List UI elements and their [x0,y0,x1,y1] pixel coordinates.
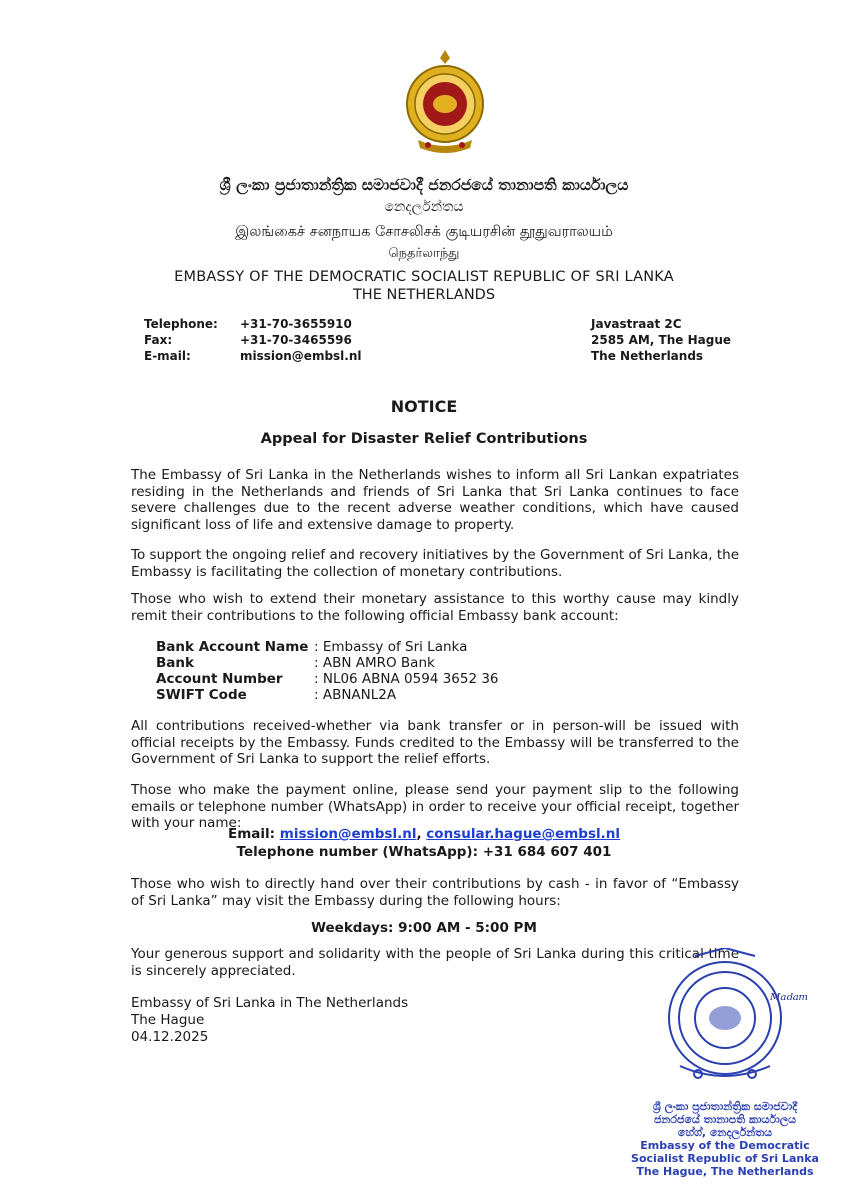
paragraph-support: To support the ongoing relief and recovery initiatives by the Government of Sri Lanka, the Embassy is facilitating the collection of monetary contributions. [131,547,739,580]
address-line-2: 2585 AM, The Hague [591,333,731,347]
address-line-3: The Netherlands [591,349,704,363]
appeal-title: Appeal for Disaster Relief Contributions [260,431,588,447]
paragraph-appreciation: Your generous support and solidarity with the people of Sri Lanka during this critical time is sincerely appreciated. [131,946,739,979]
notice-title: NOTICE [390,397,458,416]
contact-labels [144,316,218,364]
office-hours: Weekdays: 9:00 AM - 5:00 PM [311,920,537,936]
bank-account-name-value: : Embassy of Sri Lanka [314,639,468,655]
paragraph-online-payment: Those who make the payment online, please send your payment slip to the following emails or telephone number (WhatsApp) in order to receive your official receipt, together with your name: [131,782,739,831]
swift-code-label: SWIFT Code [156,687,247,703]
email-value[interactable]: mission@embsl.nl [240,349,362,363]
signoff-city: The Hague [131,1012,205,1028]
telephone-label: Telephone: [144,317,218,331]
sri-lanka-emblem-icon [398,48,493,160]
header-sinhala-subtitle: නෙදර්ලන්තය [384,199,464,215]
address-line-1: Javastraat 2C [591,317,682,331]
signature: ᴹᵃᵈᵃᵐ [770,990,809,1009]
stamp-line-6: The Hague, The Netherlands [636,1165,814,1178]
header-english-title: EMBASSY OF THE DEMOCRATIC SOCIALIST REPUBLIC OF SRI LANKA [174,269,674,285]
bank-name-label: Bank [156,655,194,671]
paragraph-receipts: All contributions received-whether via bank transfer or in person-will be issued with official receipts by the Embassy. Funds credited to the Embassy will be transferred to the Government of Sri Lanka to support the relief efforts. [131,718,739,767]
account-number-value: : NL06 ABNA 0594 3652 36 [314,671,499,687]
email-label: E-mail: [144,349,191,363]
swift-code-value: : ABNANL2A [314,687,397,703]
contact-values [240,316,362,364]
header-english-subtitle: THE NETHERLANDS [352,287,496,303]
stamp-line-1: ශ්‍රී ලංකා ප්‍රජාතාන්ත්‍රික සමාජවාදී [652,1100,798,1113]
paragraph-remit: Those who wish to extend their monetary assistance to this worthy cause may kindly remit their contributions to the following official Embassy bank account: [131,591,739,624]
consular-email-link[interactable]: consular.hague@embsl.nl [426,826,620,842]
stamp-line-3: හේග්, නෙදර්ලන්තය [677,1126,773,1139]
account-number-label: Account Number [156,671,283,687]
fax-value: +31-70-3465596 [240,333,352,347]
whatsapp-line: Telephone number (WhatsApp): +31 684 607 401 [236,844,612,860]
paragraph-cash: Those who wish to directly hand over their contributions by cash - in favor of “Embassy of Sri Lanka” may visit the Embassy during the following hours: [131,876,739,909]
fax-label: Fax: [144,333,173,347]
signoff-embassy: Embassy of Sri Lanka in The Netherlands [131,995,409,1011]
email-line [0,826,848,842]
stamp-line-5: Socialist Republic of Sri Lanka [631,1152,819,1165]
mission-email-link[interactable]: mission@embsl.nl [279,826,417,842]
signoff-date: 04.12.2025 [131,1029,209,1045]
header-tamil-title: இலங்கைச் சனநாயக சோசலிசக் குடியரசின் தூதுவராலயம் [235,224,613,240]
stamp-line-2: ජනරජයේ තානාපති කාර්යාලය [653,1113,797,1126]
stamp-line-4: Embassy of the Democratic [640,1139,810,1152]
bank-account-name-label: Bank Account Name [156,639,309,655]
email-separator: , [416,826,427,842]
signoff-block [131,995,408,1046]
telephone-value: +31-70-3655910 [240,317,352,331]
header-tamil-subtitle: நெதர்லாந்து [388,246,460,261]
email-line-label: Email: [227,826,280,842]
address-block [591,316,731,364]
official-stamp-icon [640,948,825,1088]
header-sinhala-title: ශ්‍රී ලංකා ප්‍රජාතාන්ත්‍රික සමාජවාදී ජනරජයේ තානාපති කාර්යාලය [219,176,629,194]
bank-name-value: : ABN AMRO Bank [314,655,435,671]
paragraph-intro: The Embassy of Sri Lanka in the Netherlands wishes to inform all Sri Lankan expatriates residing in the Netherlands and friends of Sri Lanka that Sri Lanka continues to face severe challenges due to the recent adverse weather conditions, which have caused significant loss of life and extensive damage to property. [131,467,739,533]
stamp-text [612,1100,838,1178]
